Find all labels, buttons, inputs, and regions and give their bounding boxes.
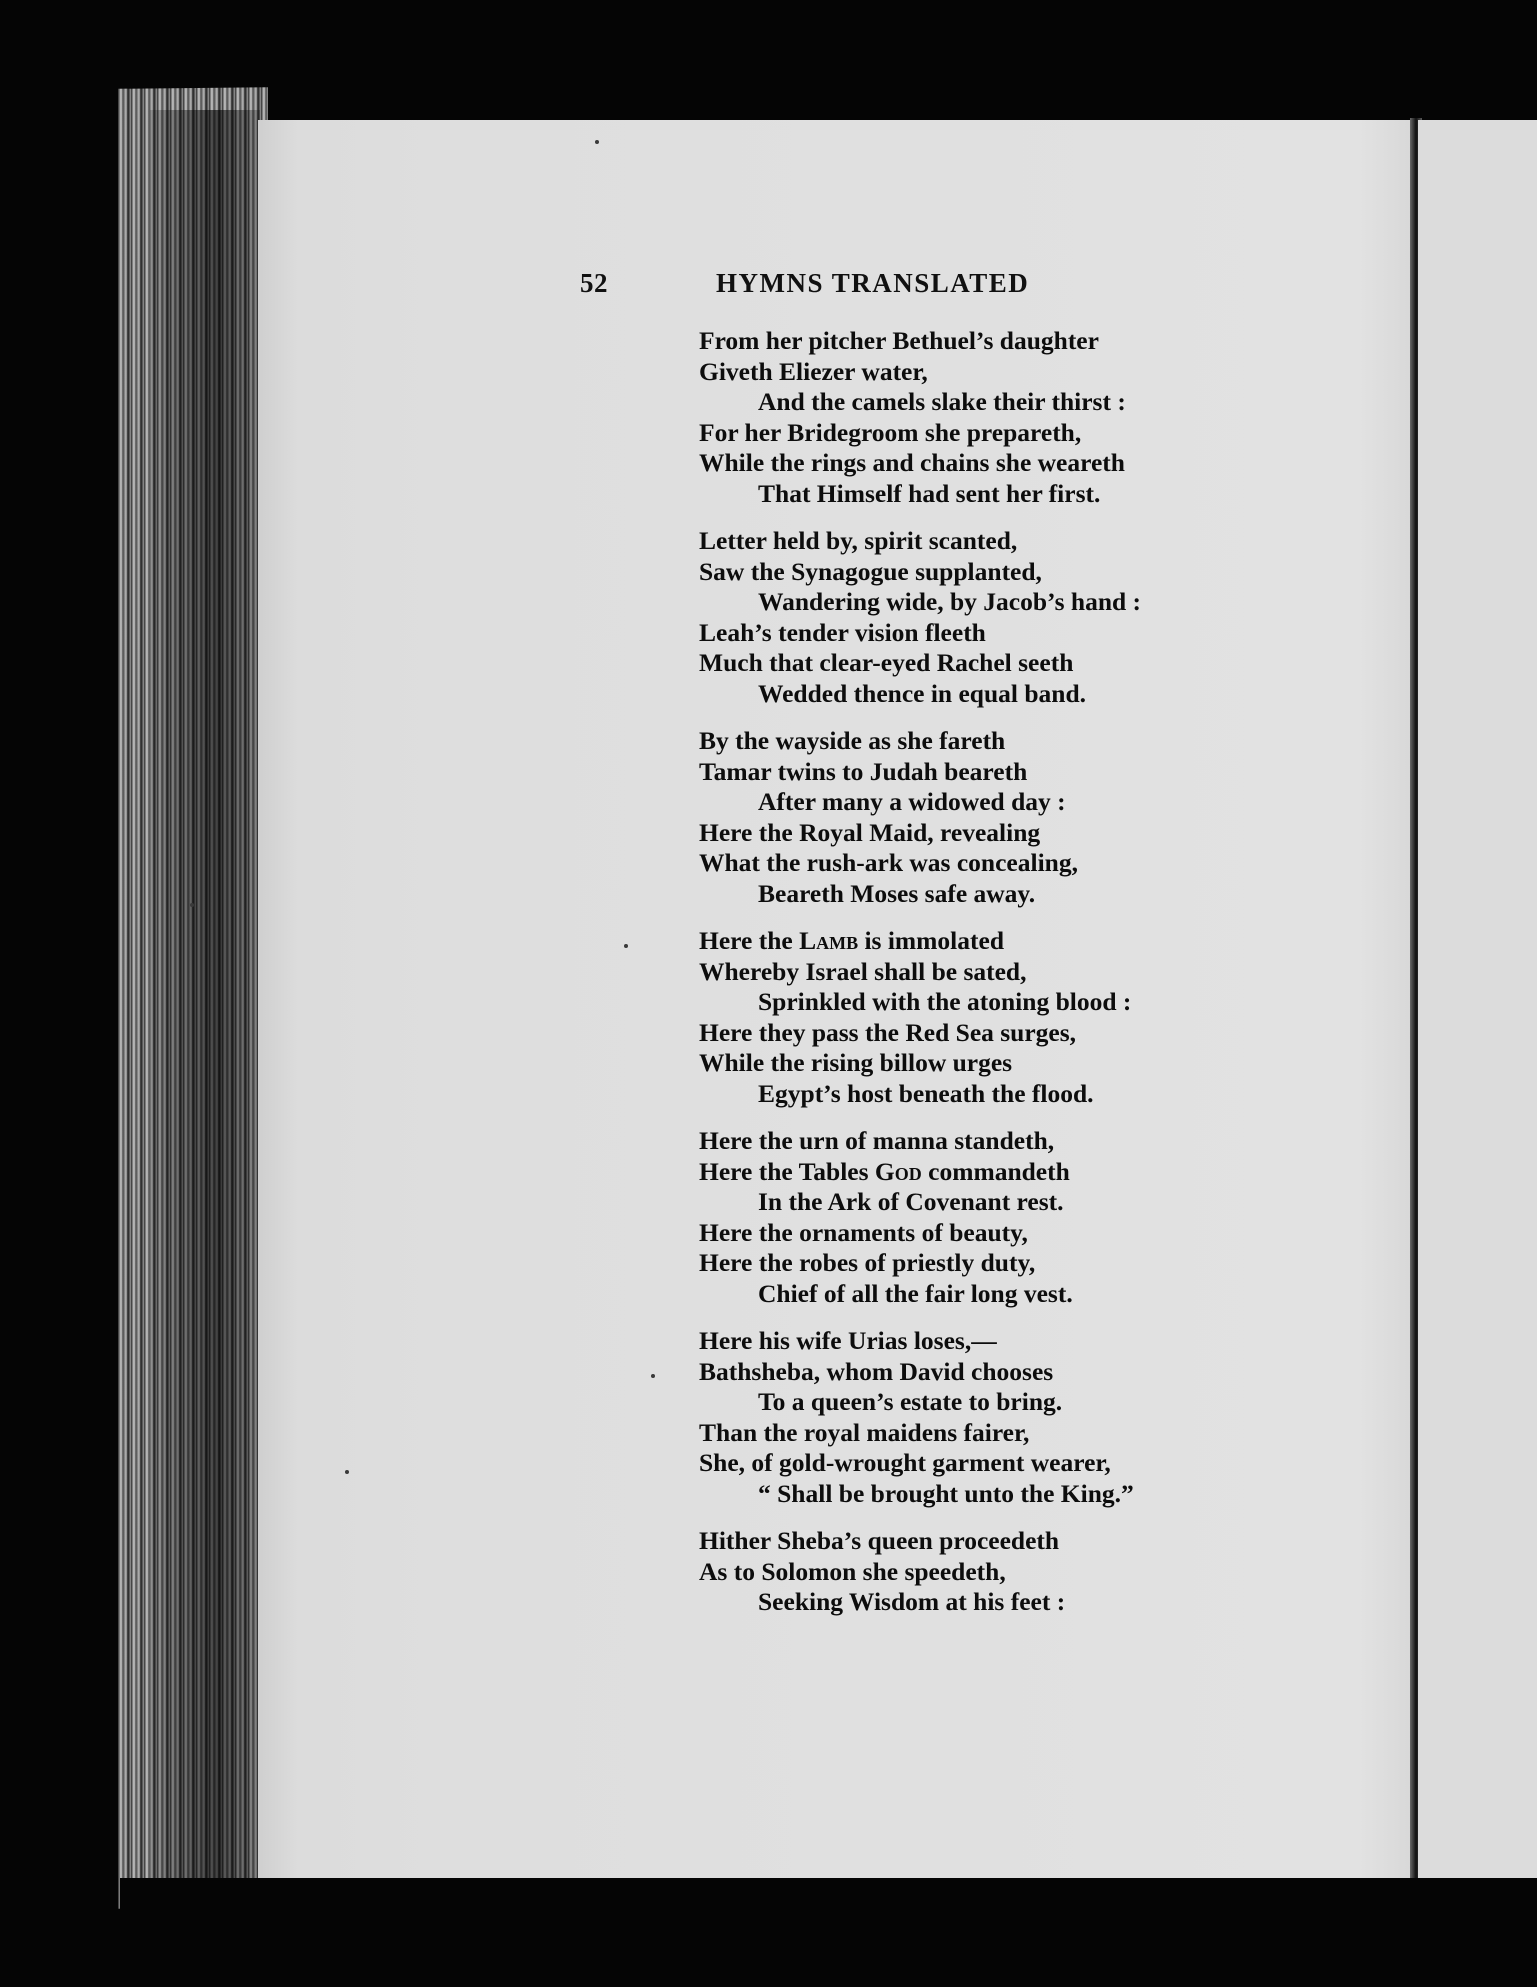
verse-line: For her Bridegroom she prepareth, xyxy=(699,417,1082,447)
scan-speck xyxy=(190,903,194,907)
scan-speck xyxy=(345,1470,349,1474)
verse-line: While the rings and chains she weareth xyxy=(699,448,1125,477)
verse-line: As to Solomon she speedeth, xyxy=(699,1556,1006,1586)
book-edge-shadow xyxy=(150,110,260,1900)
verse-line: Beareth Moses safe away. xyxy=(758,878,1036,908)
verse-line: Letter held by, spirit scanted, xyxy=(699,526,1018,555)
verse-line: Than the royal maidens fairer, xyxy=(699,1417,1030,1447)
verse-text: commandeth xyxy=(921,1156,1070,1186)
verse-text: is immolated xyxy=(858,926,1004,955)
scan-speck xyxy=(595,140,599,144)
small-caps-word: God xyxy=(874,1156,922,1186)
scan-bottom-border xyxy=(120,1878,1537,1987)
page-number: 52 xyxy=(580,268,608,298)
verse-line: Giveth Eliezer water, xyxy=(699,356,928,386)
verse-line: Here they pass the Red Sea surges, xyxy=(699,1017,1077,1047)
stanza xyxy=(699,1326,1239,1509)
verse-line: Here the ornaments of beauty, xyxy=(699,1217,1028,1247)
stanza xyxy=(699,326,1239,509)
verse-text: Here the Tables xyxy=(699,1156,875,1186)
small-caps-word: Lamb xyxy=(799,926,859,955)
verse-line: While the rising billow urges xyxy=(699,1048,1013,1077)
verse-line: Tamar twins to Judah beareth xyxy=(699,756,1028,786)
verse-line: Much that clear-eyed Rachel seeth xyxy=(699,648,1074,677)
verse-line: From her pitcher Bethuel’s daughter xyxy=(699,326,1099,355)
facing-page-edge xyxy=(1418,120,1537,1895)
stanza xyxy=(699,926,1239,1109)
verse-line: And the camels slake their thirst : xyxy=(758,387,1126,416)
verse-line: What the rush-ark was concealing, xyxy=(699,848,1078,877)
verse-line: Hither Sheba’s queen proceedeth xyxy=(699,1526,1060,1555)
verse-line xyxy=(699,926,1239,957)
verse-line: Here the Royal Maid, revealing xyxy=(699,817,1041,847)
verse-line: That Himself had sent her first. xyxy=(758,478,1101,508)
verse-line: To a queen’s estate to bring. xyxy=(758,1387,1063,1416)
verse-line: Here his wife Urias loses,— xyxy=(699,1326,997,1355)
scan-speck xyxy=(651,1374,655,1378)
hymn-text xyxy=(699,326,1239,1635)
stanza xyxy=(699,1126,1239,1309)
verse-line: Here the robes of priestly duty, xyxy=(699,1248,1036,1277)
verse-line: She, of gold-wrought garment wearer, xyxy=(699,1448,1111,1477)
verse-line: Wedded thence in equal band. xyxy=(758,678,1087,708)
verse-line: In the Ark of Covenant rest. xyxy=(758,1187,1064,1216)
verse-line: Leah’s tender vision fleeth xyxy=(699,617,986,647)
scan-speck xyxy=(624,944,628,948)
verse-line: By the wayside as she fareth xyxy=(699,726,1006,755)
verse-line: Whereby Israel shall be sated, xyxy=(699,956,1027,986)
verse-line: Sprinkled with the atoning blood : xyxy=(758,987,1132,1016)
stanza xyxy=(699,526,1239,709)
page-header xyxy=(580,268,1140,308)
stanza xyxy=(699,726,1239,909)
verse-line: Chief of all the fair long vest. xyxy=(758,1278,1073,1308)
running-title: HYMNS TRANSLATED xyxy=(716,268,1030,298)
verse-line: Seeking Wisdom at his feet : xyxy=(758,1587,1066,1616)
verse-line: Wandering wide, by Jacob’s hand : xyxy=(758,587,1142,616)
verse-line: Here the urn of manna standeth, xyxy=(699,1126,1055,1155)
verse-line: Saw the Synagogue supplanted, xyxy=(699,556,1042,586)
verse-line: “ Shall be brought unto the King.” xyxy=(758,1478,1134,1508)
verse-line: Bathsheba, whom David chooses xyxy=(699,1356,1054,1386)
verse-line xyxy=(699,1157,1239,1188)
verse-line: Egypt’s host beneath the flood. xyxy=(758,1078,1094,1108)
verse-line: After many a widowed day : xyxy=(758,787,1066,816)
stanza xyxy=(699,1526,1239,1618)
verse-text: Here the xyxy=(699,926,800,955)
